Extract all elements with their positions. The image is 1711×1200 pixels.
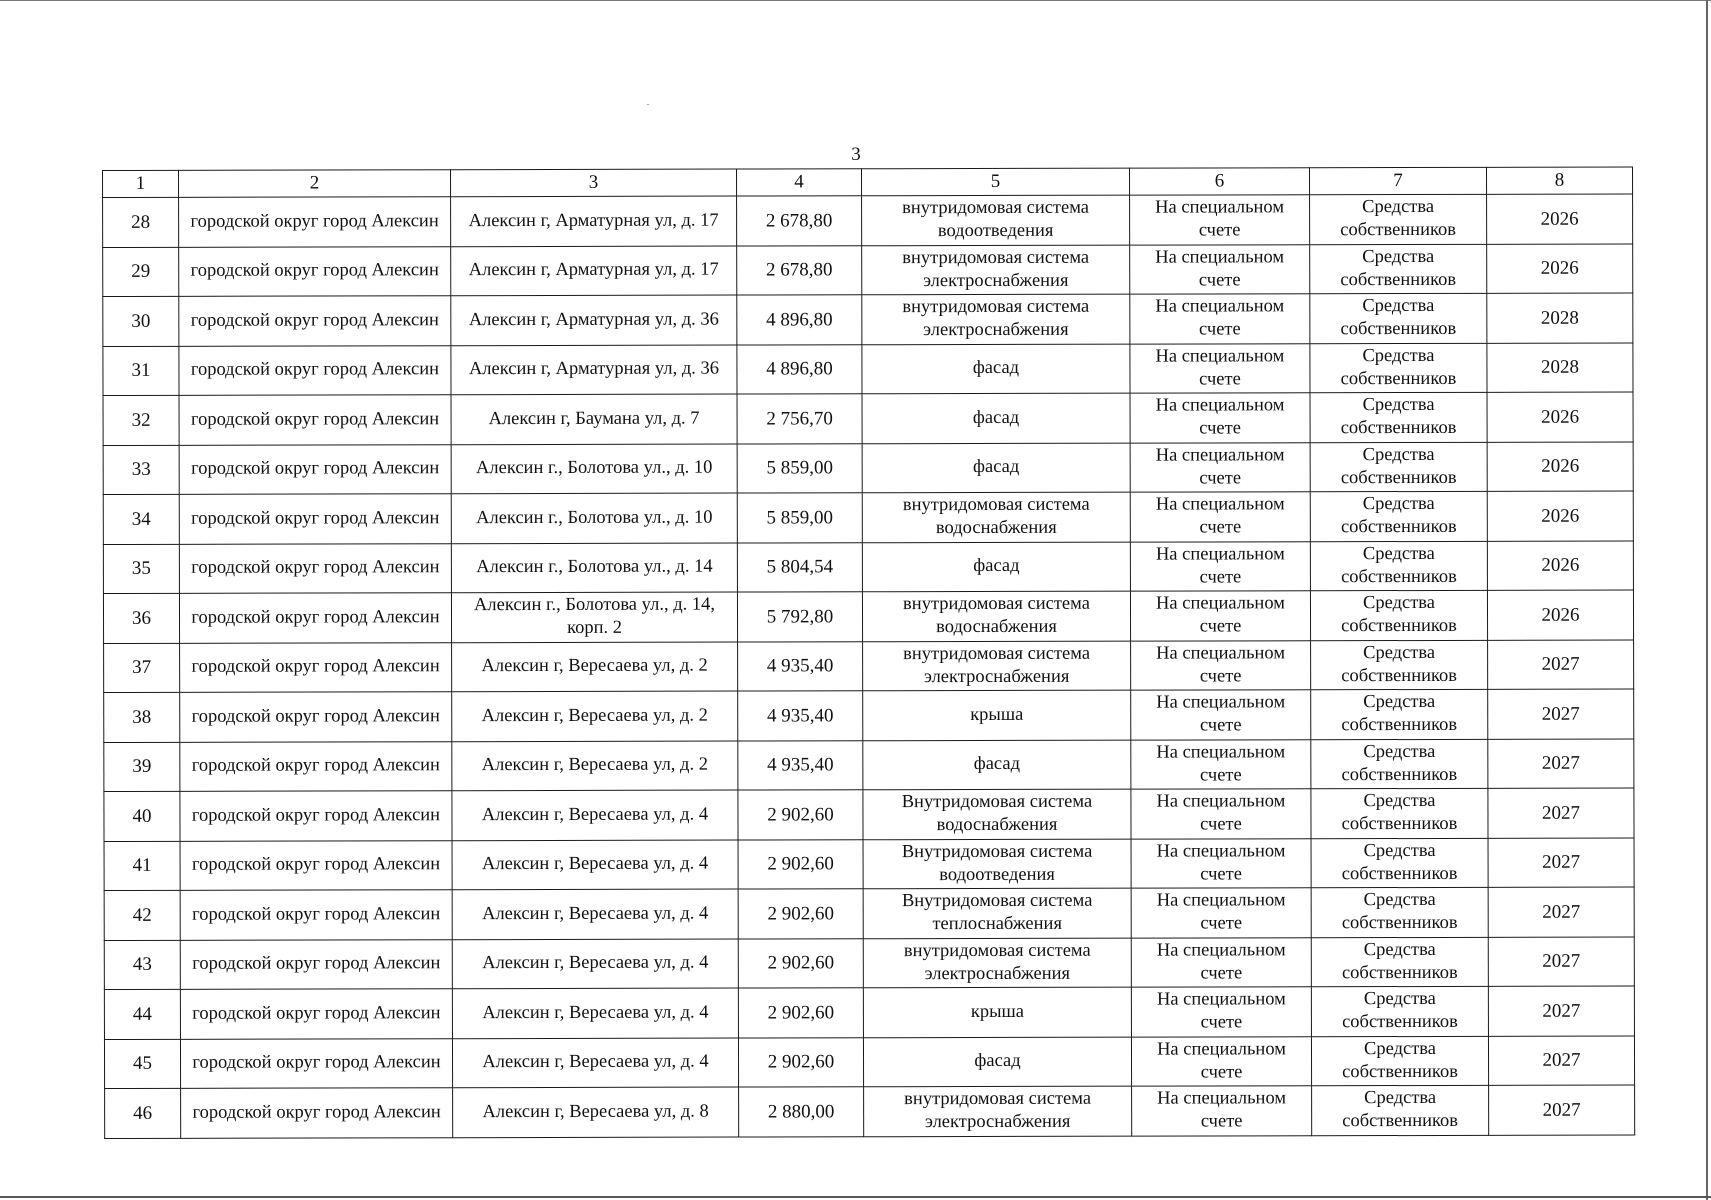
row-number: 42 <box>104 890 180 940</box>
municipality-cell: городской округ город Алексин <box>179 246 451 296</box>
table-body <box>103 167 1635 1138</box>
funding-source-cell: Средства собственников <box>1310 343 1487 393</box>
year-cell: 2027 <box>1488 739 1634 789</box>
funding-source-cell: Средства собственников <box>1310 442 1487 492</box>
row-number: 32 <box>103 395 179 445</box>
funding-source-cell: Средства собственников <box>1311 739 1488 789</box>
municipality-cell: городской округ город Алексин <box>179 494 451 544</box>
address-cell: Алексин г, Вересаева ул, д. 2 <box>452 642 738 692</box>
year-cell: 2026 <box>1487 244 1633 294</box>
area-cell: 4 896,80 <box>737 295 862 345</box>
account-method-cell: На специальном счете <box>1130 343 1310 393</box>
work-type-cell: Внутридомовая система водоотведения <box>863 839 1131 889</box>
address-cell: Алексин г., Болотова ул., д. 10 <box>451 493 737 543</box>
year-cell: 2027 <box>1488 937 1634 987</box>
year-cell: 2027 <box>1488 986 1634 1036</box>
table-row <box>103 392 1633 445</box>
funding-source-cell: Средства собственников <box>1311 937 1488 987</box>
address-cell: Алексин г, Арматурная ул, д. 36 <box>451 295 737 345</box>
account-method-cell: На специальном счете <box>1131 640 1311 690</box>
work-type-cell: внутридомовая система электроснабжения <box>863 938 1131 988</box>
row-number: 46 <box>105 1088 181 1138</box>
funding-source-cell: Средства собственников <box>1312 1085 1489 1135</box>
table-row <box>104 937 1634 990</box>
row-number: 29 <box>103 247 179 297</box>
year-cell: 2028 <box>1487 343 1633 393</box>
row-number: 37 <box>104 643 180 693</box>
row-number: 28 <box>103 197 179 247</box>
column-number: 5 <box>861 168 1129 196</box>
area-cell: 2 756,70 <box>737 394 862 444</box>
work-type-cell: фасад <box>863 740 1131 790</box>
account-method-cell: На специальном счете <box>1130 541 1310 591</box>
account-method-cell: На специальном счете <box>1131 987 1311 1037</box>
work-type-cell: крыша <box>863 690 1131 740</box>
funding-source-cell: Средства собственников <box>1310 293 1487 343</box>
address-cell: Алексин г, Арматурная ул, д. 36 <box>451 345 737 395</box>
funding-source-cell: Средства собственников <box>1311 689 1488 739</box>
funding-source-cell: Средства собственников <box>1311 838 1488 888</box>
municipality-cell: городской округ город Алексин <box>180 741 452 791</box>
area-cell: 2 902,60 <box>738 988 863 1038</box>
scan-edge-right <box>1706 0 1708 1200</box>
area-cell: 5 804,54 <box>737 542 862 592</box>
funding-source-cell: Средства собственников <box>1311 887 1488 937</box>
table-row <box>103 590 1633 643</box>
table-row <box>104 788 1634 841</box>
municipality-cell: городской округ город Алексин <box>180 840 452 890</box>
repair-schedule-table <box>102 167 1635 1139</box>
work-type-cell: внутридомовая система электроснабжения <box>863 641 1131 691</box>
municipality-cell: городской округ город Алексин <box>181 1088 453 1138</box>
address-cell: Алексин г., Болотова ул., д. 10 <box>451 444 737 494</box>
work-type-cell: внутридомовая система электроснабжения <box>862 294 1130 344</box>
column-number: 2 <box>179 170 451 198</box>
funding-source-cell: Средства собственников <box>1310 491 1487 541</box>
address-cell: Алексин г, Арматурная ул, д. 17 <box>451 246 737 296</box>
work-type-cell: внутридомовая система электроснабжения <box>862 245 1130 295</box>
work-type-cell: фасад <box>862 344 1130 394</box>
municipality-cell: городской округ город Алексин <box>180 692 452 742</box>
area-cell: 5 859,00 <box>737 493 862 543</box>
work-type-cell: фасад <box>862 542 1130 592</box>
year-cell: 2026 <box>1487 392 1633 442</box>
area-cell: 2 902,60 <box>738 839 863 889</box>
address-cell: Алексин г, Вересаева ул, д. 4 <box>452 840 738 890</box>
row-number: 40 <box>104 791 180 841</box>
area-cell: 2 902,60 <box>738 1037 863 1087</box>
table-row <box>104 986 1634 1039</box>
municipality-cell: городской округ город Алексин <box>180 642 452 692</box>
table-row <box>104 739 1634 792</box>
year-cell: 2027 <box>1488 689 1634 739</box>
row-number: 44 <box>104 989 180 1039</box>
municipality-cell: городской округ город Алексин <box>179 543 451 593</box>
row-number: 45 <box>104 1039 180 1089</box>
table-row <box>105 1085 1635 1138</box>
account-method-cell: На специальном счете <box>1130 393 1310 443</box>
table-row <box>104 887 1634 940</box>
account-method-cell: На специальном счете <box>1131 1036 1311 1086</box>
year-cell: 2027 <box>1488 887 1634 937</box>
municipality-cell: городской округ город Алексин <box>180 939 452 989</box>
address-cell: Алексин г, Вересаева ул, д. 4 <box>452 790 738 840</box>
row-number: 39 <box>104 742 180 792</box>
municipality-cell: городской округ город Алексин <box>179 395 451 445</box>
funding-source-cell: Средства собственников <box>1310 541 1487 591</box>
municipality-cell: городской округ город Алексин <box>180 989 452 1039</box>
account-method-cell: На специальном счете <box>1131 789 1311 839</box>
address-cell: Алексин г, Вересаева ул, д. 4 <box>452 939 738 989</box>
row-number: 33 <box>103 445 179 495</box>
municipality-cell: городской округ город Алексин <box>180 890 452 940</box>
funding-source-cell: Средства собственников <box>1310 590 1487 640</box>
account-method-cell: На специальном счете <box>1131 888 1311 938</box>
year-cell: 2026 <box>1487 194 1633 244</box>
account-method-cell: На специальном счете <box>1132 1086 1312 1136</box>
address-cell: Алексин г, Вересаева ул, д. 2 <box>452 691 738 741</box>
area-cell: 4 935,40 <box>738 740 863 790</box>
row-number: 30 <box>103 296 179 346</box>
row-number: 34 <box>103 494 179 544</box>
scan-speck <box>647 104 649 105</box>
account-method-cell: На специальном счете <box>1131 937 1311 987</box>
column-number: 4 <box>736 169 861 196</box>
table-row <box>103 244 1633 297</box>
area-cell: 4 935,40 <box>738 691 863 741</box>
funding-source-cell: Средства собственников <box>1310 392 1487 442</box>
account-method-cell: На специальном счете <box>1131 838 1311 888</box>
scan-edge-bottom <box>0 1196 1711 1198</box>
work-type-cell: внутридомовая система водоотведения <box>862 195 1130 245</box>
column-number: 1 <box>103 170 179 197</box>
account-method-cell: На специальном счете <box>1130 591 1310 641</box>
table-row <box>103 442 1633 495</box>
column-number-row <box>103 167 1633 197</box>
area-cell: 2 678,80 <box>737 196 862 246</box>
account-method-cell: На специальном счете <box>1131 739 1311 789</box>
year-cell: 2028 <box>1487 293 1633 343</box>
page-number: 3 <box>851 144 861 165</box>
municipality-cell: городской округ город Алексин <box>179 197 451 247</box>
year-cell: 2027 <box>1488 640 1634 690</box>
table-row <box>103 491 1633 544</box>
year-cell: 2026 <box>1487 442 1633 492</box>
table-row <box>103 293 1633 346</box>
column-number: 6 <box>1129 168 1309 195</box>
work-type-cell: внутридомовая система водоснабжения <box>862 591 1130 641</box>
municipality-cell: городской округ город Алексин <box>179 296 451 346</box>
year-cell: 2026 <box>1487 590 1633 640</box>
row-number: 38 <box>104 692 180 742</box>
column-number: 7 <box>1309 167 1486 194</box>
year-cell: 2026 <box>1487 541 1633 591</box>
area-cell: 4 935,40 <box>738 641 863 691</box>
year-cell: 2027 <box>1488 788 1634 838</box>
row-number: 41 <box>104 841 180 891</box>
work-type-cell: внутридомовая система электроснабжения <box>864 1086 1132 1136</box>
table-row <box>103 541 1633 594</box>
work-type-cell: Внутридомовая система водоснабжения <box>863 789 1131 839</box>
account-method-cell: На специальном счете <box>1130 492 1310 542</box>
municipality-cell: городской округ город Алексин <box>180 1038 452 1088</box>
table-row <box>104 689 1634 742</box>
row-number: 35 <box>103 544 179 594</box>
address-cell: Алексин г, Вересаева ул, д. 4 <box>452 988 738 1038</box>
area-cell: 4 896,80 <box>737 344 862 394</box>
table-row <box>103 194 1633 247</box>
work-type-cell: фасад <box>862 443 1130 493</box>
address-cell: Алексин г, Вересаева ул, д. 8 <box>453 1087 739 1137</box>
area-cell: 5 859,00 <box>737 443 862 493</box>
row-number: 36 <box>103 593 179 643</box>
account-method-cell: На специальном счете <box>1131 690 1311 740</box>
municipality-cell: городской округ город Алексин <box>179 345 451 395</box>
area-cell: 2 902,60 <box>738 790 863 840</box>
municipality-cell: городской округ город Алексин <box>180 791 452 841</box>
area-cell: 2 880,00 <box>739 1087 864 1137</box>
funding-source-cell: Средства собственников <box>1310 194 1487 244</box>
address-cell: Алексин г, Вересаева ул, д. 2 <box>452 741 738 791</box>
area-cell: 2 902,60 <box>738 889 863 939</box>
municipality-cell: городской округ город Алексин <box>179 593 451 643</box>
work-type-cell: крыша <box>863 987 1131 1037</box>
funding-source-cell: Средства собственников <box>1311 788 1488 838</box>
address-cell: Алексин г, Вересаева ул, д. 4 <box>452 889 738 939</box>
address-cell: Алексин г., Болотова ул., д. 14 <box>451 543 737 593</box>
work-type-cell: фасад <box>862 393 1130 443</box>
funding-source-cell: Средства собственников <box>1310 244 1487 294</box>
year-cell: 2026 <box>1487 491 1633 541</box>
funding-source-cell: Средства собственников <box>1311 640 1488 690</box>
row-number: 31 <box>103 346 179 396</box>
table-row <box>104 640 1634 693</box>
funding-source-cell: Средства собственников <box>1311 986 1488 1036</box>
address-cell: Алексин г, Вересаева ул, д. 4 <box>452 1038 738 1088</box>
table-row <box>103 343 1633 396</box>
address-cell: Алексин г, Баумана ул, д. 7 <box>451 394 737 444</box>
address-cell: Алексин г, Арматурная ул, д. 17 <box>451 196 737 246</box>
table-row <box>104 838 1634 891</box>
work-type-cell: фасад <box>863 1037 1131 1087</box>
area-cell: 5 792,80 <box>737 592 862 642</box>
area-cell: 2 902,60 <box>738 938 863 988</box>
account-method-cell: На специальном счете <box>1130 442 1310 492</box>
row-number: 43 <box>104 940 180 990</box>
funding-source-cell: Средства собственников <box>1311 1036 1488 1086</box>
work-type-cell: внутридомовая система водоснабжения <box>862 492 1130 542</box>
column-number: 3 <box>451 169 737 197</box>
account-method-cell: На специальном счете <box>1130 195 1310 245</box>
year-cell: 2027 <box>1488 838 1634 888</box>
municipality-cell: городской округ город Алексин <box>179 444 451 494</box>
address-cell: Алексин г., Болотова ул., д. 14, корп. 2 <box>451 592 737 642</box>
year-cell: 2027 <box>1488 1036 1634 1086</box>
account-method-cell: На специальном счете <box>1130 294 1310 344</box>
scan-edge-top <box>0 0 1711 1</box>
year-cell: 2027 <box>1489 1085 1635 1135</box>
work-type-cell: Внутридомовая система теплоснабжения <box>863 888 1131 938</box>
account-method-cell: На специальном счете <box>1130 244 1310 294</box>
area-cell: 2 678,80 <box>737 245 862 295</box>
table-row <box>104 1036 1634 1089</box>
column-number: 8 <box>1486 167 1632 194</box>
